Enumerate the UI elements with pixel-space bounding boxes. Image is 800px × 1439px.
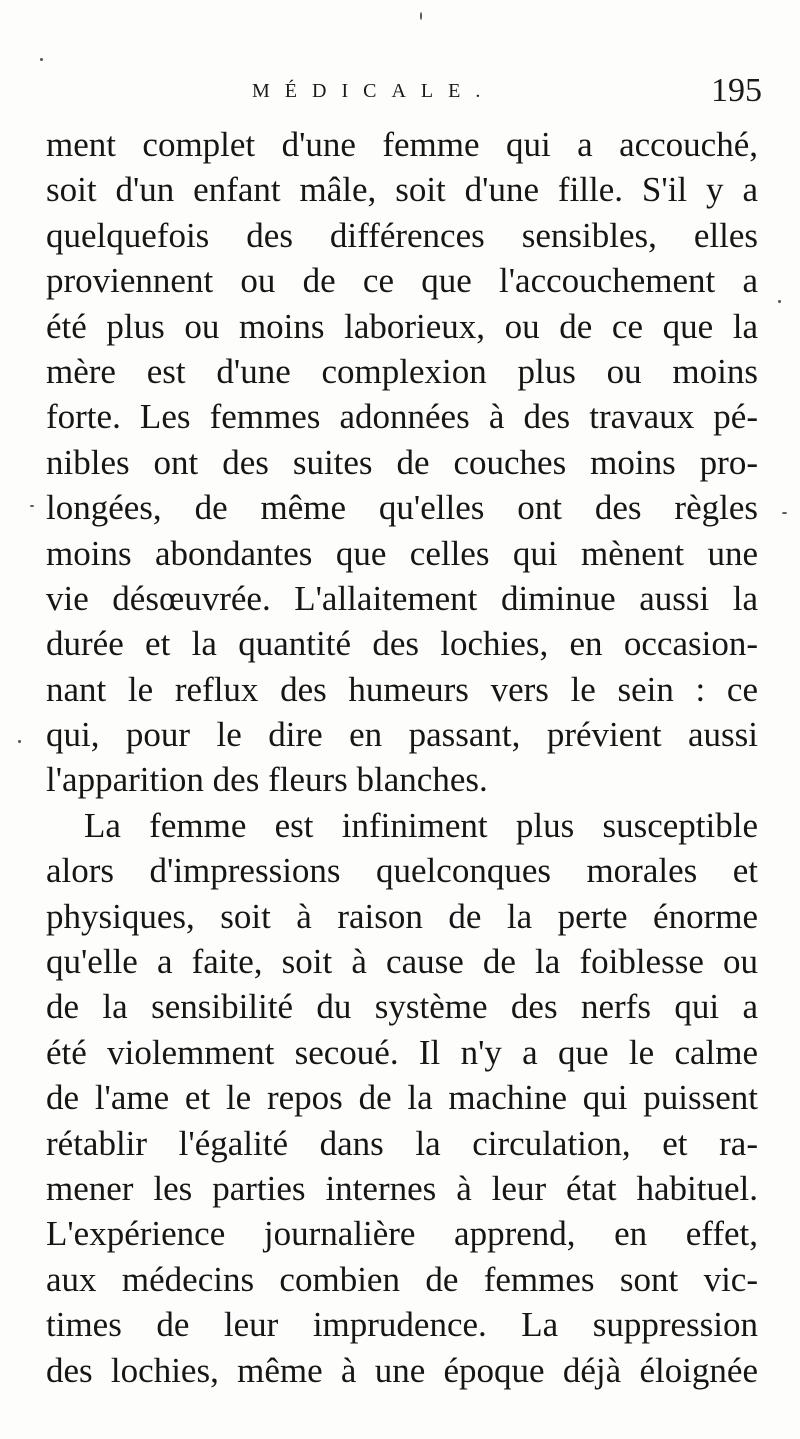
text-line: physiques, soit à raison de la perte énorme <box>46 896 758 936</box>
text-line-paragraph-end: l'apparition des fleurs blanches. <box>46 760 488 800</box>
text-line: aux médecins combien de femmes sont vic- <box>46 1259 758 1299</box>
paper-speck <box>40 58 43 61</box>
text-line: qui, pour le dire en passant, prévient aussi <box>46 715 758 755</box>
text-line: alors d'impressions quelconques morales et <box>46 851 758 891</box>
text-line: de l'ame et le repos de la machine qui puissent <box>46 1078 758 1118</box>
paper-speck <box>18 740 21 743</box>
text-line: nibles ont des suites de couches moins pro- <box>46 442 758 482</box>
text-line: été violemment secoué. Il n'y a que le calme <box>46 1032 758 1072</box>
text-line: forte. Les femmes adonnées à des travaux pé- <box>46 397 758 437</box>
text-line: qu'elle a faite, soit à cause de la foiblesse ou <box>46 942 758 982</box>
page-number: 195 <box>711 72 762 109</box>
text-line: des lochies, même à une époque déjà éloignée <box>46 1350 758 1390</box>
text-line: L'expérience journalière apprend, en effet, <box>46 1214 758 1254</box>
text-line: vie désœuvrée. L'allaitement diminue aussi la <box>46 578 758 618</box>
text-line: moins abondantes que celles qui mènent une <box>46 533 758 573</box>
text-line: rétablir l'égalité dans la circulation, et ra- <box>46 1123 758 1163</box>
text-line: mère est d'une complexion plus ou moins <box>46 351 758 391</box>
text-line: soit d'un enfant mâle, soit d'une fille. S'il y a <box>46 170 758 210</box>
text-line: nant le reflux des humeurs vers le sein : ce <box>46 669 758 709</box>
text-line: times de leur imprudence. La suppression <box>46 1305 758 1345</box>
text-line: longées, de même qu'elles ont des règles <box>46 488 758 528</box>
text-line: proviennent ou de ce que l'accouchement a <box>46 261 758 301</box>
paper-speck <box>778 300 781 303</box>
paper-speck <box>30 505 34 507</box>
paper-speck <box>420 12 422 20</box>
text-line: quelquefois des différences sensibles, elles <box>46 215 758 255</box>
running-head-title: MÉDICALE. <box>252 80 496 102</box>
text-line: de la sensibilité du système des nerfs qui a <box>46 987 758 1027</box>
text-line: mener les parties internes à leur état habituel. <box>46 1168 758 1208</box>
text-line: été plus ou moins laborieux, ou de ce que la <box>46 306 758 346</box>
text-line: durée et la quantité des lochies, en occasion- <box>46 624 758 664</box>
text-line-paragraph-start: La femme est infiniment plus susceptible <box>84 805 758 845</box>
body-text <box>46 122 758 1393</box>
text-line: ment complet d'une femme qui a accouché, <box>46 125 758 164</box>
paper-speck <box>782 512 787 514</box>
